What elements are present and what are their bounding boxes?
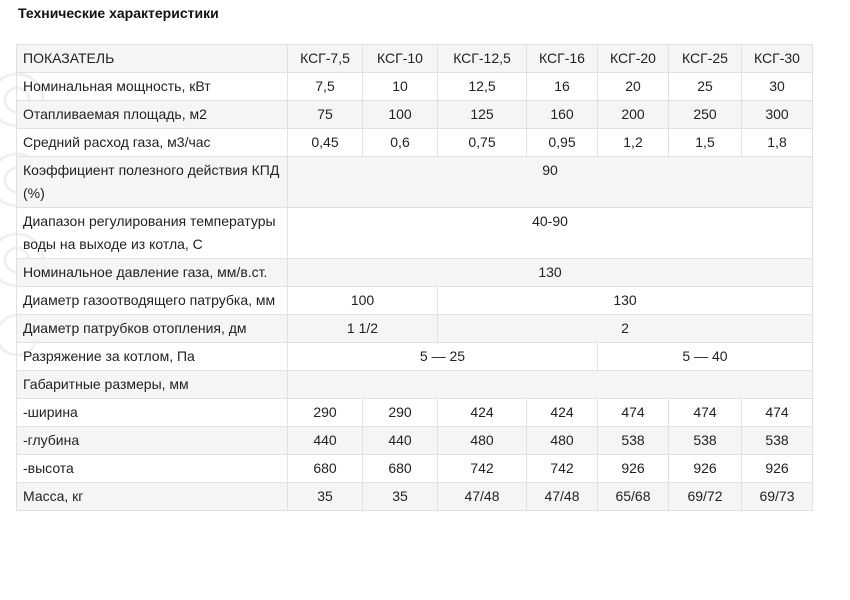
header-cell-model: КСГ-12,5 [438,45,527,73]
table-cell: 47/48 [438,483,527,511]
table-cell: 69/73 [742,483,813,511]
table-cell: 474 [669,399,742,427]
header-cell-model: КСГ-25 [669,45,742,73]
row-label: Разряжение за котлом, Па [17,343,288,371]
table-cell: 130 [288,259,813,287]
table-header-row [17,45,813,73]
table-cell: 0,95 [527,129,598,157]
row-label: Номинальная мощность, кВт [17,73,288,101]
header-cell-model: КСГ-16 [527,45,598,73]
row-label: Диапазон регулирования температуры воды на выходе из котла, С [17,208,288,259]
table-cell: 16 [527,73,598,101]
table-cell: 926 [669,455,742,483]
table-cell: 20 [598,73,669,101]
table-cell: 926 [598,455,669,483]
header-cell-model: КСГ-10 [363,45,438,73]
table-cell: 90 [288,157,813,208]
table-cell: 100 [363,101,438,129]
row-label: Габаритные размеры, мм [17,371,288,399]
table-row-efficiency [17,157,813,208]
table-cell: 100 [288,287,438,315]
table-cell: 35 [363,483,438,511]
table-cell: 538 [598,427,669,455]
header-cell-model: КСГ-30 [742,45,813,73]
table-row-flue-diameter [17,287,813,315]
table-cell: 65/68 [598,483,669,511]
table-row-draft [17,343,813,371]
table-cell: 160 [527,101,598,129]
row-label: Коэффициент полезного действия КПД (%) [17,157,288,208]
table-cell: 290 [363,399,438,427]
table-cell: 742 [527,455,598,483]
table-cell: 7,5 [288,73,363,101]
table-row-heating-pipes [17,315,813,343]
specs-table [16,44,813,511]
table-cell: 480 [527,427,598,455]
table-cell: 440 [363,427,438,455]
table-row-width [17,399,813,427]
table-cell: 25 [669,73,742,101]
table-row-power [17,73,813,101]
table-cell: 926 [742,455,813,483]
table-cell: 1,2 [598,129,669,157]
table-cell: 680 [363,455,438,483]
row-label: -ширина [17,399,288,427]
header-cell-model: КСГ-20 [598,45,669,73]
table-cell: 200 [598,101,669,129]
table-cell: 0,75 [438,129,527,157]
table-cell: 680 [288,455,363,483]
row-label: Номинальное давление газа, мм/в.ст. [17,259,288,287]
table-cell: 538 [742,427,813,455]
table-cell: 75 [288,101,363,129]
table-row-area [17,101,813,129]
header-cell-model: КСГ-7,5 [288,45,363,73]
table-cell: 130 [438,287,813,315]
table-row-temp-range [17,208,813,259]
page-title: Технические характеристики [18,5,219,21]
table-cell: 40-90 [288,208,813,259]
table-cell: 0,45 [288,129,363,157]
row-label: Диаметр газоотводящего патрубка, мм [17,287,288,315]
table-cell: 480 [438,427,527,455]
header-cell-indicator: ПОКАЗАТЕЛЬ [17,45,288,73]
row-label: Диаметр патрубков отопления, дм [17,315,288,343]
table-cell: 742 [438,455,527,483]
table-cell: 424 [527,399,598,427]
table-cell: 10 [363,73,438,101]
table-cell: 47/48 [527,483,598,511]
table-row-gas-pressure [17,259,813,287]
table-cell: 300 [742,101,813,129]
table-cell: 1,8 [742,129,813,157]
table-row-dimensions [17,371,813,399]
table-cell: 474 [598,399,669,427]
table-cell: 1 1/2 [288,315,438,343]
table-cell: 35 [288,483,363,511]
table-row-mass [17,483,813,511]
table-cell: 424 [438,399,527,427]
table-row-depth [17,427,813,455]
row-label: Отапливаемая площадь, м2 [17,101,288,129]
table-cell: 5 — 40 [598,343,813,371]
table-cell: 1,5 [669,129,742,157]
table-cell: 30 [742,73,813,101]
table-cell: 474 [742,399,813,427]
table-cell: 440 [288,427,363,455]
table-cell: 290 [288,399,363,427]
table-cell: 69/72 [669,483,742,511]
table-cell: 250 [669,101,742,129]
table-cell-empty [288,371,813,399]
table-row-height [17,455,813,483]
table-cell: 125 [438,101,527,129]
table-cell: 5 — 25 [288,343,598,371]
table-cell: 0,6 [363,129,438,157]
table-cell: 538 [669,427,742,455]
row-label: Масса, кг [17,483,288,511]
table-cell: 2 [438,315,813,343]
row-label: -высота [17,455,288,483]
row-label: -глубина [17,427,288,455]
table-cell: 12,5 [438,73,527,101]
row-label: Средний расход газа, м3/час [17,129,288,157]
table-row-gas-use [17,129,813,157]
